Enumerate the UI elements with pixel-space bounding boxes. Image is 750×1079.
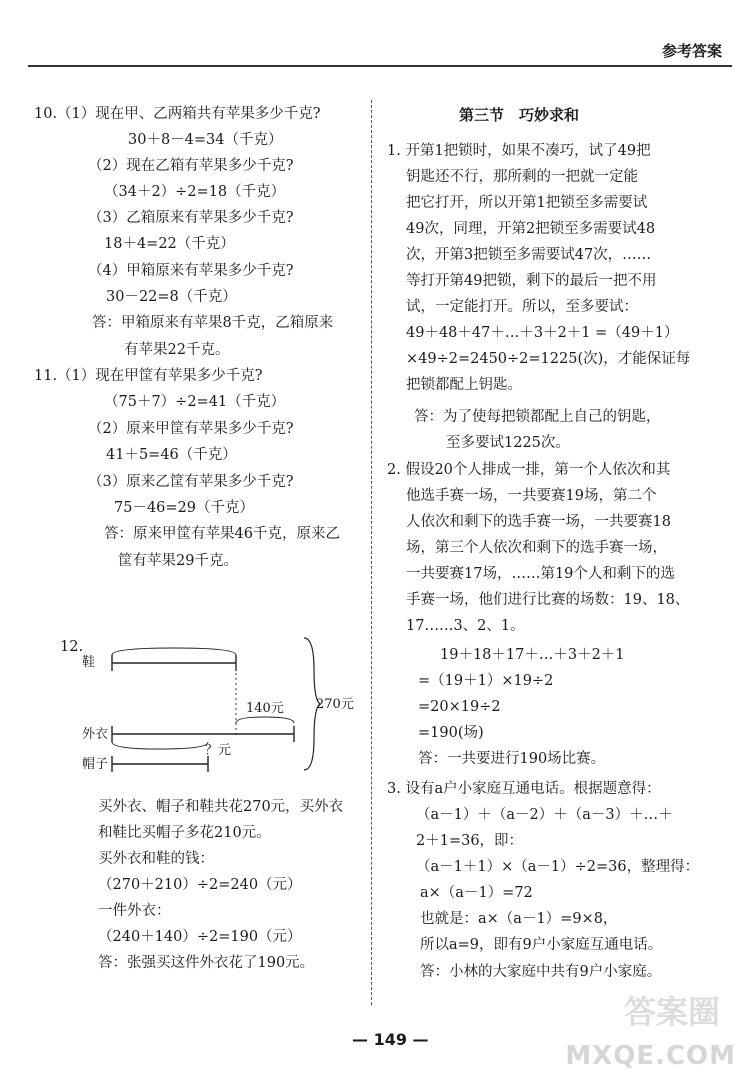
q12-line: 买外衣和鞋的钱： [98,851,214,867]
q3-line: 2＋1=36，即： [416,833,524,849]
q1-line: 次，开第3把锁至多需要试47次，…… [406,247,652,263]
q3-line: （a－1）＋（a－2）＋（a－3）＋…＋ [416,807,673,823]
q10-line: 30＋8－4=34（千克） [128,132,283,148]
q1-line: 等打开第49把锁，剩下的最后一把不用 [406,273,657,289]
extra-140-brace [236,717,294,723]
q2-line: =190(场) [418,725,484,741]
q10-line: （34＋2）÷2=18（千克） [104,184,286,200]
q12-number: 12. [60,639,84,655]
q3-line: a×（a－1）=72 [420,885,533,901]
q11-line: （2）原来甲筐有苹果多少千克? [88,421,294,437]
q2-line: 答：一共要进行190场比赛。 [418,751,606,767]
section-title: 第三节 巧妙求和 [459,106,580,124]
q11-line: 11.（1）现在甲筐有苹果多少千克? [34,368,263,384]
column-divider [371,100,372,1005]
q1-line: 1. 开第1把锁时，如果不凑巧，试了49把 [387,143,651,159]
q10-line: 18＋4=22（千克） [104,236,235,252]
q10-line: 有苹果22千克。 [124,342,230,358]
q10-line: 10.（1）现在甲、乙两箱共有苹果多少千克? [34,106,321,122]
q12-line: （270＋210）÷2=240（元） [98,877,302,893]
q10-line: 答：甲箱原来有苹果8千克，乙箱原来 [92,315,334,331]
q11-line: 答：原来甲筐有苹果46千克，原来乙 [104,526,340,542]
q2-line: 场，第三个人依次和剩下的选手赛一场， [406,540,667,556]
q12-line: 买外衣、帽子和鞋共花270元，买外衣 [98,799,344,815]
q11-line: 筐有苹果29千克。 [118,553,238,569]
label-coat: 外衣 [82,727,109,742]
unknown-amount: ？元 [205,743,232,758]
page-header-title: 参考答案 [661,42,722,60]
q12-line: 答：张强买这件外衣花了190元。 [98,955,315,971]
q2-line: 手赛一场，他们进行比赛的场数：19、18、 [406,592,690,608]
header-rule [28,65,732,67]
q10-line: （3）乙箱原来有苹果多少千克? [88,210,294,226]
q2-line: 一共要赛17场，……第19个人和剩下的选 [406,566,675,582]
unknown-brace [112,742,208,749]
q1-line: 至多要试1225次。 [446,435,570,451]
q1-line: 把锁都配上钥匙。 [406,377,522,393]
q10-line: （4）甲箱原来有苹果多少千克? [88,263,294,279]
page-number: — 149 — [352,1030,429,1049]
label-hat: 帽子 [82,757,109,772]
q1-line: 把它打开，所以开第1把锁至多需要试 [406,195,648,211]
q1-line: ×49÷2=2450÷2=1225(次)，才能保证每 [406,351,691,367]
q2-line: 19＋18＋17＋…＋3＋2＋1 [440,647,625,663]
q12-line: （240＋140）÷2=190（元） [98,929,302,945]
amount-270: 270元 [316,697,354,712]
q1-line: 49次，同理，开第2把锁至多需要试48 [406,221,656,237]
q2-line: 2. 假设20个人排成一排，第一个人依次和其 [387,462,671,478]
amount-140: 140元 [246,701,284,716]
watermark-main: MXQE.COM [565,1041,736,1071]
q2-line: =20×19÷2 [418,699,501,715]
q1-line: 试，一定能打开。所以，至多要试： [406,299,638,315]
label-shoes: 鞋 [82,655,96,670]
q2-line: 17……3、2、1。 [406,618,525,634]
shoes-brace [112,648,236,655]
q11-line: （3）原来乙筐有苹果多少千克? [88,474,294,490]
watermark-top: 答案圈 [623,993,720,1031]
q3-line: 也就是：a×（a－1）=9×8， [420,911,618,927]
q11-line: 41＋5=46（千克） [106,447,237,463]
q3-line: 所以a=9，即有9户小家庭互通电话。 [420,937,663,953]
q12-line: 一件外衣： [98,903,171,919]
q2-line: =（19＋1）×19÷2 [418,673,554,689]
q12-line: 和鞋比买帽子多花210元。 [98,825,271,841]
q1-line: 49＋48＋47＋…＋3＋2＋1 =（49＋1） [406,325,679,341]
q3-line: 答：小林的大家庭中共有9户小家庭。 [420,964,662,980]
q10-line: （2）现在乙箱有苹果多少千克? [88,158,294,174]
q11-line: 75－46=29（千克） [114,500,255,516]
q3-line: 3. 设有a户小家庭互通电话。根据题意得： [387,781,661,797]
q2-line: 人依次和剩下的选手赛一场，一共要赛18 [406,514,671,530]
q3-line: （a－1＋1）×（a－1）÷2=36，整理得： [416,859,700,875]
q10-line: 30－22=8（千克） [106,289,237,305]
q12-line-segment-diagram [0,630,370,780]
q1-line: 钥匙还不行，那所剩的一把就一定能 [406,169,638,185]
q1-line: 答：为了使每把锁都配上自己的钥匙， [414,409,661,425]
q11-line: （75＋7）÷2=41（千克） [104,394,286,410]
q2-line: 他选手赛一场，一共要赛19场，第二个 [406,488,657,504]
